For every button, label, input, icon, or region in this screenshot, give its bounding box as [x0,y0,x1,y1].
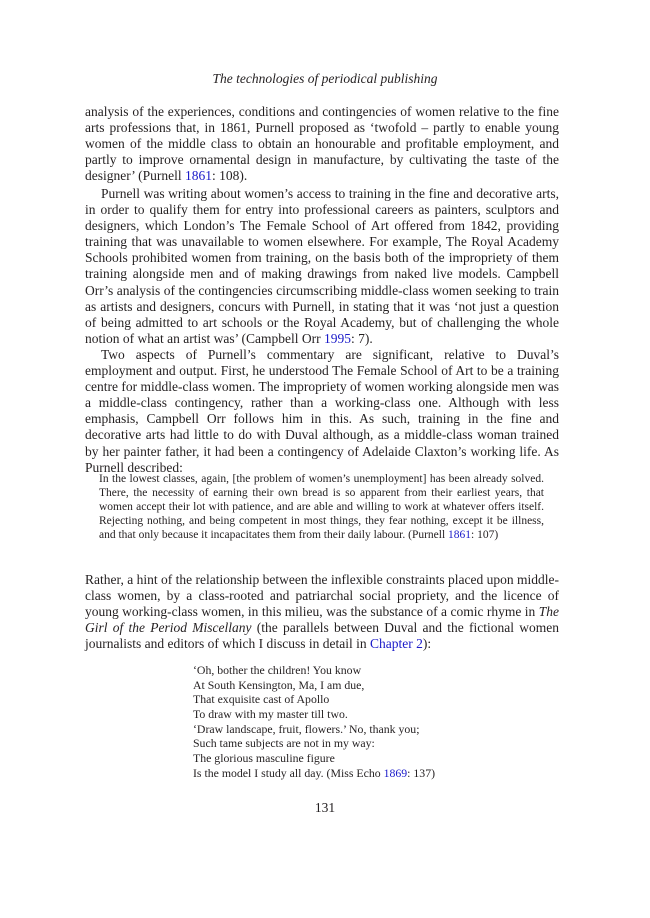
citation-link[interactable]: 1995 [323,330,351,346]
verse-line: To draw with my master till two. [193,706,348,721]
citation-link[interactable]: 1869 [383,765,408,780]
verse-line-last [193,766,435,781]
verse-line: Such tame subjects are not in my way: [193,736,375,751]
paragraph-1 [85,104,559,184]
verse-line: The glorious masculine figure [193,750,335,765]
paragraph-1-text: analysis of the experiences, conditions and contingencies of women relative to the fine arts professions that, in 1861, Purnell proposed as ‘twofold – partly to enable young women of the middle class to obtain an honourable and profitable employment, and partly to improve ornamental design in manufacture, by cultivating the taste of the designer’ (Purnell [85,104,559,184]
verse-line: That exquisite cast of Apollo [193,692,330,707]
citation-link[interactable]: 1861 [184,168,212,184]
running-head: The technologies of periodical publishing [212,71,438,86]
verse-line: ‘Draw landscape, fruit, flowers.’ No, thank you; [193,721,420,736]
paragraph-2 [85,186,559,347]
periodical-title: The Girl of the Period Miscellany [85,604,559,636]
chapter-link[interactable]: Chapter 2 [369,636,423,652]
paragraph-4-middle: (the parallels between Duval and the fictional women journalists and editors of which I discuss in detail in [85,620,559,652]
verse-quote [193,663,435,780]
paragraph-1-tail: : 108). [211,168,248,184]
paragraph-2-text: Purnell was writing about women’s access to training in the fine and decorative arts, in order to qualify them for entry into professional careers as painters, sculptors and designers, which London’s The Female School of Art offered from 1842, providing training that was unavailable to women elsewhere. For example, The Royal Academy Schools prohibited women from training, on the basis both of the impropriety of them training alongside men and of making drawings from naked live models. Campbell Orr’s analysis of the contingencies circumscribing middle-class women seeking to train as artists and designers, concurs with Purnell, in stating that it was ‘not just a question of being admitted to art schools or the Royal Academy, but of challenging the whole notion of what an artist was’ (Campbell Orr [85,186,559,346]
verse-line: At South Kensington, Ma, I am due, [193,677,365,692]
verse-last-text: Is the model I study all day. (Miss Echo [193,765,384,780]
paragraph-4-text: Rather, a hint of the relationship between the inflexible constraints placed upon middle-class women, by a class-rooted and patriarchal social propriety, and the licence of young working-class women, in this milieu, was the substance of a comic rhyme in [85,572,559,620]
block-quote-tail: : 107) [471,529,499,542]
block-quote [99,472,544,542]
citation-link[interactable]: 1861 [448,529,472,542]
verse-last-tail: : 137) [407,765,436,780]
paragraph-4-tail: ): [422,636,432,652]
block-quote-text: In the lowest classes, again, [the problem of women’s unemployment] has been already solved. There, the necessity of earning their own bread is so apparent from their earliest years, that women accept their lot with patience, and are able and willing to work at whatever offers itself. Rejecting nothing, and being competent in most things, they fear nothing, except it be illness, and that only because it incapacitates them from their daily labour. (Purnell [99,473,544,542]
paragraph-3 [85,347,559,476]
paragraph-2-tail: : 7). [350,330,373,346]
paragraph-3-text: Two aspects of Purnell’s commentary are significant, relative to Duval’s employment and output. First, he understood The Female School of Art to be a training centre for middle-class women. The impropriety of women working alongside men was a middle-class contingency, rather than a working-class one. Although with less emphasis, Campbell Orr follows him in this. As such, training in the fine and decorative arts had little to do with Duval although, as a middle-class woman trained by her painter father, it had been a contingency of Adelaide Claxton’s working life. As Purnell described: [85,347,559,475]
paragraph-4 [85,572,559,652]
verse-line: ‘Oh, bother the children! You know [193,663,362,677]
page-number: 131 [314,800,336,815]
